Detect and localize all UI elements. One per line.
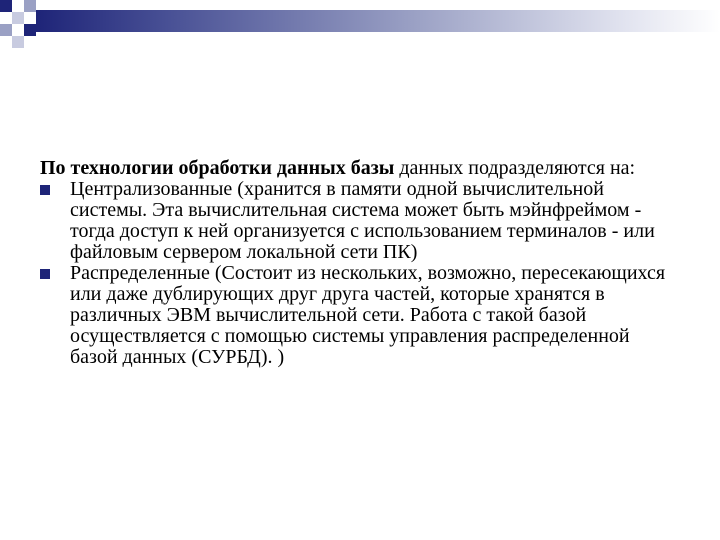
square-bullet-icon bbox=[40, 269, 50, 279]
decor-square bbox=[0, 24, 12, 36]
intro-bold-text: По технологии обработки данных базы bbox=[40, 157, 395, 179]
decor-square bbox=[24, 0, 36, 12]
list-item-text: Централизованные (хранится в памяти одной вычислительной системы. Эта вычислительная система может быть мэйнфреймом - тогда доступ к ней организуется с использованием терминалов - или файловым сервером локальной сети ПК) bbox=[70, 178, 655, 263]
decor-square bbox=[24, 24, 36, 36]
bullet-list bbox=[40, 179, 680, 368]
decor-square bbox=[12, 36, 24, 48]
intro-rest-text: данных подразделяются на: bbox=[394, 157, 636, 179]
square-bullet-icon bbox=[40, 185, 50, 195]
header-gradient-bar bbox=[36, 10, 720, 32]
decor-square bbox=[12, 12, 24, 24]
list-item bbox=[40, 263, 680, 368]
slide-content bbox=[40, 158, 680, 368]
intro-paragraph bbox=[40, 158, 680, 179]
decor-square bbox=[0, 0, 12, 12]
list-item-text: Распределенные (Состоит из нескольких, возможно, пересекающихся или даже дублирующих друг друга частей, которые хранятся в различных ЭВМ вычислительной сети. Работа с такой базой осуществляется с помощью системы управления распределенной базой данных (СУРБД). ) bbox=[70, 262, 666, 368]
list-item bbox=[40, 179, 680, 263]
